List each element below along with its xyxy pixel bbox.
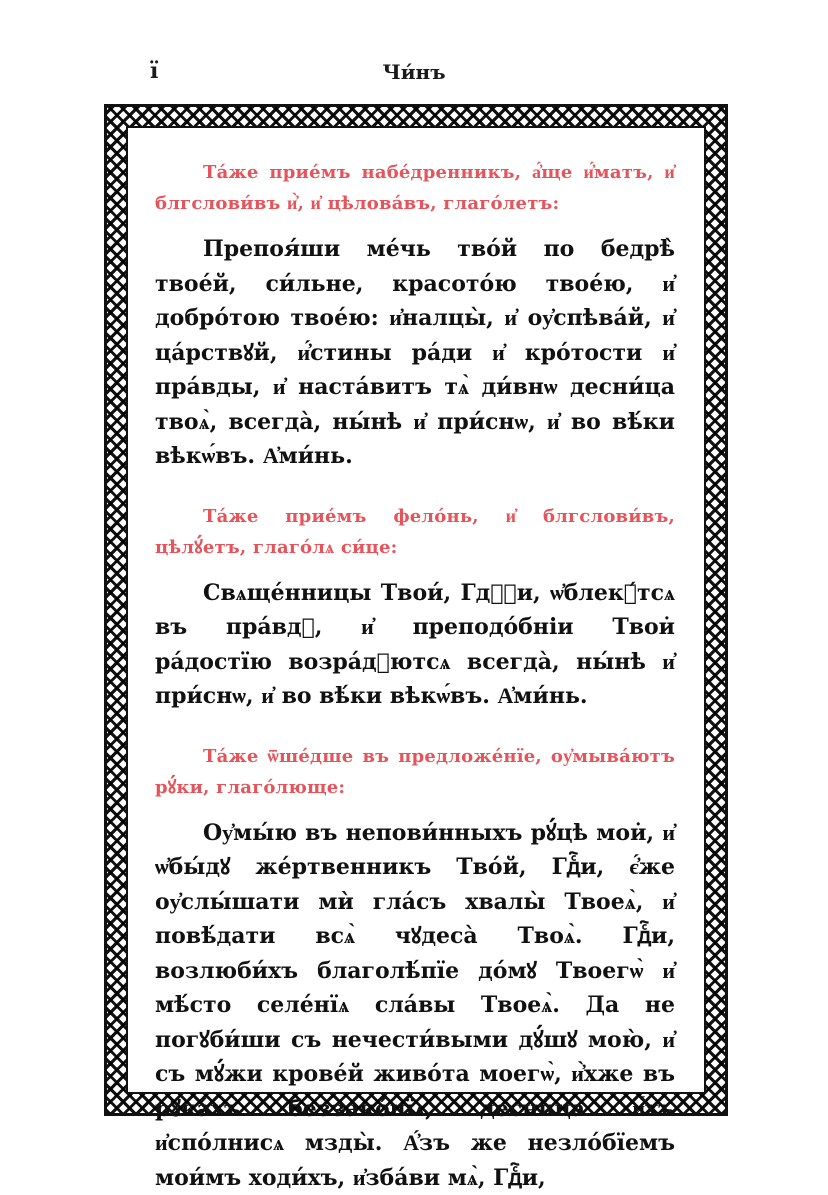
prayer-hand-washing: Оу҆мы́ю въ непови́нныхъ рꙋ́цѣ мои̇, и҆ ѡ҆бы́дꙋ же́ртвенникъ Тво́й, Гдⷭ҇и, є҆́же оу҆слы́шати мѝ гла́съ хвалы̀ Твоеѧ̀, и҆ повѣ́дати всѧ̀ чꙋдеса̀ Твоѧ̀. Гдⷭ҇и, возлюби́хъ благолѣ́пїе до́мꙋ Твоегѡ̀ и҆ мѣ́сто селе́нїѧ сла́вы Твоеѧ̀. Да не погꙋби́ши съ нечести́выми дꙋ́шꙋ мою̀, и҆ съ мꙋ́жи крове́й живо́та моегѡ̀, и҆̀хже въ рꙋка́хъ беззако́нїѧ, десни́ца и҆́хъ и҆спо́лнисѧ мзды̀. А҆́зъ же незло́бїемъ мои́мъ ходи́хъ, и҆зба́ви мѧ̀, Гдⷭ҇и,	[155, 816, 675, 1195]
rubric-hand-washing: Та́же ѿше́дше въ предложе́нїе, оу҆мыва́ютъ рꙋ́ки, глаго́люще:	[155, 741, 675, 803]
rubric-phelonion: Та́же прие́мъ фело́нь, и҆ блгcлови́въ, цѣлꙋ́етъ, глаго́лѧ си́це:	[155, 501, 675, 563]
prayer-phelonion: Свѧще́нницы Твои́, Гдⷭ҇и, ѡ҆блекꙋ́тсѧ въ пра́вдꙋ, и҆ преподо́бніи Твои̇ ра́достїю возра́дꙋютсѧ всегда̀, ны́нѣ и҆ при́снѡ, и҆ во вѣ́ки вѣкѡ́въ. А҆ми́нь.	[155, 576, 675, 714]
prayer-epigonation: Препоя́ши ме́чь тво́й по бедрѣ̀ твое́й, си́льне, красото́ю твое́ю, и҆ добро́тою твое́ю: и҆налцы̀, и҆ оу҆спѣва́й, и҆ ца́рствꙋй, и҆́стины ра́ди и҆ кро́тости и҆ пра́вды, и҆ наста́витъ тѧ̀ ди́внѡ десни́ца твоѧ̀, всегда̀, ны́нѣ и҆ при́снѡ, и҆ во вѣ́ки вѣкѡ́въ. А҆ми́нь.	[155, 232, 675, 474]
rubric-epigonation: Та́же прие́мъ набе́дренникъ, а҆́ще и҆́матъ, и҆ блгcлови́въ и҆̀, и҆ цѣлова́въ, глаго́летъ:	[155, 157, 675, 219]
page-number: ї	[150, 58, 158, 84]
page-body	[155, 157, 675, 1195]
running-title: Чи́нъ	[0, 60, 828, 84]
